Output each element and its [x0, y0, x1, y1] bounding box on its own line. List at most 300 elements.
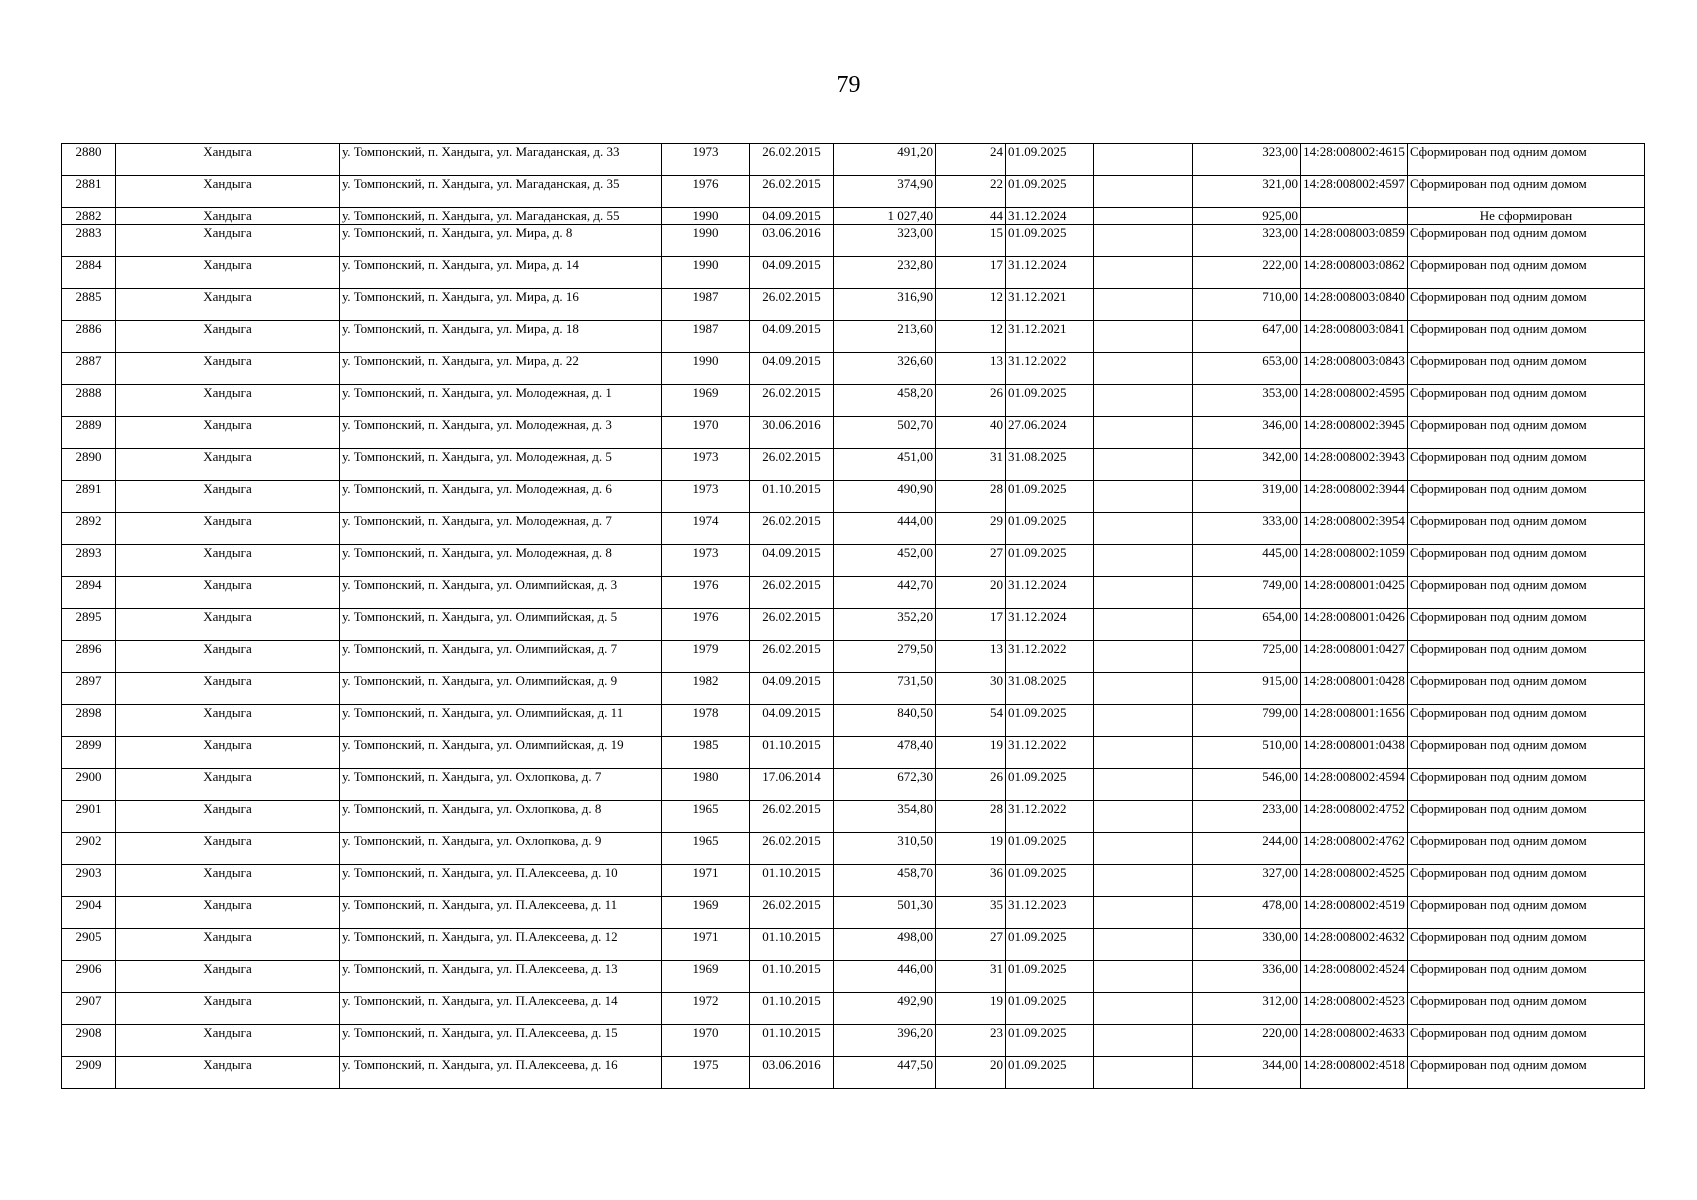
total-area-cell: 501,30 [834, 897, 936, 929]
address-cell: у. Томпонский, п. Хандыга, ул. Молодежная, д. 8 [340, 545, 662, 577]
table-row [62, 545, 1645, 577]
table-row [62, 897, 1645, 929]
inclusion-date-cell: 04.09.2015 [750, 705, 834, 737]
residents-count-cell: 13 [936, 353, 1006, 385]
residents-count-cell: 13 [936, 641, 1006, 673]
total-area-cell: 444,00 [834, 513, 936, 545]
residents-count-cell: 27 [936, 545, 1006, 577]
land-status-cell: Сформирован под одним домом [1408, 865, 1645, 897]
land-area-cell: 510,00 [1193, 737, 1301, 769]
cadastral-number-cell: 14:28:008002:4752 [1301, 801, 1408, 833]
row-number-cell: 2888 [62, 385, 116, 417]
row-number-cell: 2905 [62, 929, 116, 961]
land-area-cell: 323,00 [1193, 225, 1301, 257]
empty-cell-cell [1094, 961, 1193, 993]
row-number-cell: 2896 [62, 641, 116, 673]
locality-cell: Хандыга [116, 769, 340, 801]
cadastral-number-cell: 14:28:008002:4762 [1301, 833, 1408, 865]
empty-cell-cell [1094, 225, 1193, 257]
land-area-cell: 925,00 [1193, 208, 1301, 225]
inclusion-date-cell: 01.10.2015 [750, 865, 834, 897]
locality-cell: Хандыга [116, 1025, 340, 1057]
cadastral-number-cell: 14:28:008002:4524 [1301, 961, 1408, 993]
residents-count-cell: 19 [936, 737, 1006, 769]
empty-cell-cell [1094, 769, 1193, 801]
address-cell: у. Томпонский, п. Хандыга, ул. Магаданская, д. 55 [340, 208, 662, 225]
build-year-cell: 1969 [662, 385, 750, 417]
residents-count-cell: 40 [936, 417, 1006, 449]
table-row [62, 769, 1645, 801]
inclusion-date-cell: 01.10.2015 [750, 1025, 834, 1057]
residents-count-cell: 19 [936, 833, 1006, 865]
total-area-cell: 490,90 [834, 481, 936, 513]
empty-cell-cell [1094, 417, 1193, 449]
build-year-cell: 1976 [662, 609, 750, 641]
total-area-cell: 354,80 [834, 801, 936, 833]
residents-count-cell: 23 [936, 1025, 1006, 1057]
row-number-cell: 2886 [62, 321, 116, 353]
locality-cell: Хандыга [116, 641, 340, 673]
table-row [62, 1025, 1645, 1057]
land-status-cell: Сформирован под одним домом [1408, 321, 1645, 353]
build-year-cell: 1974 [662, 513, 750, 545]
deadline-date-cell: 31.12.2024 [1006, 577, 1094, 609]
inclusion-date-cell: 17.06.2014 [750, 769, 834, 801]
locality-cell: Хандыга [116, 545, 340, 577]
residents-count-cell: 44 [936, 208, 1006, 225]
build-year-cell: 1979 [662, 641, 750, 673]
locality-cell: Хандыга [116, 577, 340, 609]
inclusion-date-cell: 04.09.2015 [750, 673, 834, 705]
land-area-cell: 353,00 [1193, 385, 1301, 417]
deadline-date-cell: 01.09.2025 [1006, 481, 1094, 513]
residents-count-cell: 20 [936, 577, 1006, 609]
residents-count-cell: 31 [936, 961, 1006, 993]
inclusion-date-cell: 04.09.2015 [750, 353, 834, 385]
land-status-cell: Сформирован под одним домом [1408, 641, 1645, 673]
row-number-cell: 2899 [62, 737, 116, 769]
table-row [62, 641, 1645, 673]
land-area-cell: 478,00 [1193, 897, 1301, 929]
deadline-date-cell: 31.12.2024 [1006, 609, 1094, 641]
table-row [62, 609, 1645, 641]
locality-cell: Хандыга [116, 257, 340, 289]
total-area-cell: 446,00 [834, 961, 936, 993]
build-year-cell: 1965 [662, 833, 750, 865]
cadastral-number-cell: 14:28:008003:0859 [1301, 225, 1408, 257]
deadline-date-cell: 01.09.2025 [1006, 225, 1094, 257]
row-number-cell: 2881 [62, 176, 116, 208]
table-row [62, 961, 1645, 993]
housing-registry-table [61, 143, 1645, 1089]
table-row [62, 353, 1645, 385]
address-cell: у. Томпонский, п. Хандыга, ул. П.Алексеева, д. 12 [340, 929, 662, 961]
deadline-date-cell: 01.09.2025 [1006, 961, 1094, 993]
empty-cell-cell [1094, 1057, 1193, 1089]
inclusion-date-cell: 04.09.2015 [750, 321, 834, 353]
land-status-cell: Сформирован под одним домом [1408, 609, 1645, 641]
inclusion-date-cell: 04.09.2015 [750, 208, 834, 225]
row-number-cell: 2902 [62, 833, 116, 865]
cadastral-number-cell: 14:28:008002:4519 [1301, 897, 1408, 929]
land-area-cell: 799,00 [1193, 705, 1301, 737]
total-area-cell: 374,90 [834, 176, 936, 208]
table-row [62, 449, 1645, 481]
deadline-date-cell: 01.09.2025 [1006, 545, 1094, 577]
address-cell: у. Томпонский, п. Хандыга, ул. Молодежная, д. 6 [340, 481, 662, 513]
row-number-cell: 2897 [62, 673, 116, 705]
land-area-cell: 710,00 [1193, 289, 1301, 321]
residents-count-cell: 20 [936, 1057, 1006, 1089]
inclusion-date-cell: 26.02.2015 [750, 801, 834, 833]
cadastral-number-cell: 14:28:008002:4632 [1301, 929, 1408, 961]
total-area-cell: 232,80 [834, 257, 936, 289]
land-status-cell: Сформирован под одним домом [1408, 225, 1645, 257]
land-status-cell: Сформирован под одним домом [1408, 417, 1645, 449]
empty-cell-cell [1094, 144, 1193, 176]
address-cell: у. Томпонский, п. Хандыга, ул. П.Алексеева, д. 11 [340, 897, 662, 929]
inclusion-date-cell: 04.09.2015 [750, 257, 834, 289]
locality-cell: Хандыга [116, 417, 340, 449]
address-cell: у. Томпонский, п. Хандыга, ул. Молодежная, д. 3 [340, 417, 662, 449]
deadline-date-cell: 01.09.2025 [1006, 385, 1094, 417]
land-status-cell: Сформирован под одним домом [1408, 897, 1645, 929]
inclusion-date-cell: 26.02.2015 [750, 609, 834, 641]
address-cell: у. Томпонский, п. Хандыга, ул. П.Алексеева, д. 10 [340, 865, 662, 897]
table-row [62, 481, 1645, 513]
deadline-date-cell: 01.09.2025 [1006, 1057, 1094, 1089]
inclusion-date-cell: 26.02.2015 [750, 833, 834, 865]
address-cell: у. Томпонский, п. Хандыга, ул. П.Алексеева, д. 14 [340, 993, 662, 1025]
land-area-cell: 222,00 [1193, 257, 1301, 289]
build-year-cell: 1973 [662, 449, 750, 481]
cadastral-number-cell: 14:28:008002:3945 [1301, 417, 1408, 449]
table-row [62, 929, 1645, 961]
cadastral-number-cell: 14:28:008001:1656 [1301, 705, 1408, 737]
table-row [62, 321, 1645, 353]
locality-cell: Хандыга [116, 929, 340, 961]
empty-cell-cell [1094, 993, 1193, 1025]
inclusion-date-cell: 26.02.2015 [750, 513, 834, 545]
land-area-cell: 647,00 [1193, 321, 1301, 353]
address-cell: у. Томпонский, п. Хандыга, ул. Олимпийская, д. 7 [340, 641, 662, 673]
empty-cell-cell [1094, 929, 1193, 961]
residents-count-cell: 30 [936, 673, 1006, 705]
build-year-cell: 1973 [662, 545, 750, 577]
row-number-cell: 2887 [62, 353, 116, 385]
table-row [62, 144, 1645, 176]
inclusion-date-cell: 26.02.2015 [750, 449, 834, 481]
row-number-cell: 2895 [62, 609, 116, 641]
address-cell: у. Томпонский, п. Хандыга, ул. Молодежная, д. 7 [340, 513, 662, 545]
address-cell: у. Томпонский, п. Хандыга, ул. Олимпийская, д. 11 [340, 705, 662, 737]
total-area-cell: 451,00 [834, 449, 936, 481]
build-year-cell: 1972 [662, 993, 750, 1025]
empty-cell-cell [1094, 353, 1193, 385]
residents-count-cell: 19 [936, 993, 1006, 1025]
inclusion-date-cell: 26.02.2015 [750, 577, 834, 609]
residents-count-cell: 29 [936, 513, 1006, 545]
table-row [62, 513, 1645, 545]
deadline-date-cell: 31.12.2022 [1006, 801, 1094, 833]
empty-cell-cell [1094, 513, 1193, 545]
address-cell: у. Томпонский, п. Хандыга, ул. Олимпийская, д. 5 [340, 609, 662, 641]
land-area-cell: 233,00 [1193, 801, 1301, 833]
table-row [62, 801, 1645, 833]
build-year-cell: 1971 [662, 865, 750, 897]
locality-cell: Хандыга [116, 321, 340, 353]
total-area-cell: 498,00 [834, 929, 936, 961]
land-area-cell: 333,00 [1193, 513, 1301, 545]
land-status-cell: Сформирован под одним домом [1408, 1025, 1645, 1057]
empty-cell-cell [1094, 257, 1193, 289]
deadline-date-cell: 01.09.2025 [1006, 1025, 1094, 1057]
total-area-cell: 310,50 [834, 833, 936, 865]
total-area-cell: 279,50 [834, 641, 936, 673]
land-area-cell: 330,00 [1193, 929, 1301, 961]
deadline-date-cell: 31.12.2021 [1006, 289, 1094, 321]
total-area-cell: 840,50 [834, 705, 936, 737]
land-status-cell: Сформирован под одним домом [1408, 513, 1645, 545]
inclusion-date-cell: 04.09.2015 [750, 545, 834, 577]
total-area-cell: 442,70 [834, 577, 936, 609]
empty-cell-cell [1094, 449, 1193, 481]
address-cell: у. Томпонский, п. Хандыга, ул. Мира, д. 22 [340, 353, 662, 385]
total-area-cell: 452,00 [834, 545, 936, 577]
deadline-date-cell: 31.08.2025 [1006, 449, 1094, 481]
land-status-cell: Сформирован под одним домом [1408, 289, 1645, 321]
land-area-cell: 344,00 [1193, 1057, 1301, 1089]
land-area-cell: 312,00 [1193, 993, 1301, 1025]
residents-count-cell: 17 [936, 257, 1006, 289]
total-area-cell: 1 027,40 [834, 208, 936, 225]
deadline-date-cell: 31.12.2024 [1006, 257, 1094, 289]
row-number-cell: 2908 [62, 1025, 116, 1057]
total-area-cell: 458,70 [834, 865, 936, 897]
inclusion-date-cell: 01.10.2015 [750, 737, 834, 769]
row-number-cell: 2893 [62, 545, 116, 577]
cadastral-number-cell: 14:28:008002:4595 [1301, 385, 1408, 417]
row-number-cell: 2889 [62, 417, 116, 449]
address-cell: у. Томпонский, п. Хандыга, ул. Мира, д. 14 [340, 257, 662, 289]
table-row [62, 417, 1645, 449]
row-number-cell: 2894 [62, 577, 116, 609]
land-area-cell: 319,00 [1193, 481, 1301, 513]
empty-cell-cell [1094, 865, 1193, 897]
cadastral-number-cell: 14:28:008002:4523 [1301, 993, 1408, 1025]
land-area-cell: 244,00 [1193, 833, 1301, 865]
empty-cell-cell [1094, 897, 1193, 929]
deadline-date-cell: 01.09.2025 [1006, 929, 1094, 961]
address-cell: у. Томпонский, п. Хандыга, ул. Олимпийская, д. 19 [340, 737, 662, 769]
cadastral-number-cell: 14:28:008002:3943 [1301, 449, 1408, 481]
land-status-cell: Сформирован под одним домом [1408, 545, 1645, 577]
land-area-cell: 346,00 [1193, 417, 1301, 449]
land-area-cell: 336,00 [1193, 961, 1301, 993]
build-year-cell: 1990 [662, 225, 750, 257]
table-row [62, 1057, 1645, 1089]
total-area-cell: 731,50 [834, 673, 936, 705]
total-area-cell: 326,60 [834, 353, 936, 385]
address-cell: у. Томпонский, п. Хандыга, ул. Мира, д. 8 [340, 225, 662, 257]
inclusion-date-cell: 01.10.2015 [750, 961, 834, 993]
address-cell: у. Томпонский, п. Хандыга, ул. П.Алексеева, д. 15 [340, 1025, 662, 1057]
empty-cell-cell [1094, 545, 1193, 577]
deadline-date-cell: 01.09.2025 [1006, 865, 1094, 897]
row-number-cell: 2907 [62, 993, 116, 1025]
inclusion-date-cell: 01.10.2015 [750, 481, 834, 513]
build-year-cell: 1990 [662, 257, 750, 289]
cadastral-number-cell: 14:28:008002:4597 [1301, 176, 1408, 208]
build-year-cell: 1970 [662, 417, 750, 449]
inclusion-date-cell: 26.02.2015 [750, 897, 834, 929]
land-status-cell: Сформирован под одним домом [1408, 353, 1645, 385]
build-year-cell: 1987 [662, 321, 750, 353]
deadline-date-cell: 31.12.2023 [1006, 897, 1094, 929]
deadline-date-cell: 01.09.2025 [1006, 769, 1094, 801]
empty-cell-cell [1094, 289, 1193, 321]
build-year-cell: 1969 [662, 897, 750, 929]
build-year-cell: 1973 [662, 144, 750, 176]
land-status-cell: Сформирован под одним домом [1408, 833, 1645, 865]
inclusion-date-cell: 01.10.2015 [750, 993, 834, 1025]
address-cell: у. Томпонский, п. Хандыга, ул. Олимпийская, д. 3 [340, 577, 662, 609]
locality-cell: Хандыга [116, 705, 340, 737]
locality-cell: Хандыга [116, 673, 340, 705]
address-cell: у. Томпонский, п. Хандыга, ул. Молодежная, д. 1 [340, 385, 662, 417]
table-row [62, 737, 1645, 769]
build-year-cell: 1985 [662, 737, 750, 769]
land-area-cell: 546,00 [1193, 769, 1301, 801]
table-row [62, 833, 1645, 865]
table-row [62, 257, 1645, 289]
inclusion-date-cell: 03.06.2016 [750, 225, 834, 257]
row-number-cell: 2882 [62, 208, 116, 225]
land-status-cell: Сформирован под одним домом [1408, 385, 1645, 417]
row-number-cell: 2892 [62, 513, 116, 545]
land-status-cell: Сформирован под одним домом [1408, 705, 1645, 737]
build-year-cell: 1987 [662, 289, 750, 321]
total-area-cell: 491,20 [834, 144, 936, 176]
cadastral-number-cell: 14:28:008001:0425 [1301, 577, 1408, 609]
cadastral-number-cell: 14:28:008003:0840 [1301, 289, 1408, 321]
address-cell: у. Томпонский, п. Хандыга, ул. Охлопкова, д. 9 [340, 833, 662, 865]
empty-cell-cell [1094, 385, 1193, 417]
row-number-cell: 2884 [62, 257, 116, 289]
deadline-date-cell: 31.12.2021 [1006, 321, 1094, 353]
land-status-cell: Сформирован под одним домом [1408, 993, 1645, 1025]
land-status-cell: Сформирован под одним домом [1408, 929, 1645, 961]
row-number-cell: 2906 [62, 961, 116, 993]
inclusion-date-cell: 03.06.2016 [750, 1057, 834, 1089]
row-number-cell: 2904 [62, 897, 116, 929]
deadline-date-cell: 27.06.2024 [1006, 417, 1094, 449]
locality-cell: Хандыга [116, 208, 340, 225]
empty-cell-cell [1094, 481, 1193, 513]
deadline-date-cell: 31.12.2022 [1006, 737, 1094, 769]
residents-count-cell: 35 [936, 897, 1006, 929]
residents-count-cell: 28 [936, 801, 1006, 833]
locality-cell: Хандыга [116, 225, 340, 257]
deadline-date-cell: 31.12.2022 [1006, 641, 1094, 673]
empty-cell-cell [1094, 737, 1193, 769]
land-status-cell: Сформирован под одним домом [1408, 577, 1645, 609]
land-area-cell: 323,00 [1193, 144, 1301, 176]
deadline-date-cell: 01.09.2025 [1006, 833, 1094, 865]
deadline-date-cell: 01.09.2025 [1006, 176, 1094, 208]
locality-cell: Хандыга [116, 993, 340, 1025]
land-status-cell: Сформирован под одним домом [1408, 769, 1645, 801]
empty-cell-cell [1094, 673, 1193, 705]
table-row [62, 176, 1645, 208]
inclusion-date-cell: 01.10.2015 [750, 929, 834, 961]
locality-cell: Хандыга [116, 513, 340, 545]
deadline-date-cell: 31.12.2022 [1006, 353, 1094, 385]
residents-count-cell: 26 [936, 385, 1006, 417]
empty-cell-cell [1094, 801, 1193, 833]
address-cell: у. Томпонский, п. Хандыга, ул. Магаданская, д. 35 [340, 176, 662, 208]
land-area-cell: 321,00 [1193, 176, 1301, 208]
locality-cell: Хандыга [116, 176, 340, 208]
row-number-cell: 2883 [62, 225, 116, 257]
locality-cell: Хандыга [116, 801, 340, 833]
residents-count-cell: 17 [936, 609, 1006, 641]
cadastral-number-cell: 14:28:008002:1059 [1301, 545, 1408, 577]
locality-cell: Хандыга [116, 865, 340, 897]
row-number-cell: 2885 [62, 289, 116, 321]
total-area-cell: 478,40 [834, 737, 936, 769]
table-row [62, 225, 1645, 257]
residents-count-cell: 27 [936, 929, 1006, 961]
residents-count-cell: 36 [936, 865, 1006, 897]
land-area-cell: 445,00 [1193, 545, 1301, 577]
build-year-cell: 1980 [662, 769, 750, 801]
deadline-date-cell: 01.09.2025 [1006, 513, 1094, 545]
cadastral-number-cell: 14:28:008001:0438 [1301, 737, 1408, 769]
land-status-cell: Сформирован под одним домом [1408, 673, 1645, 705]
build-year-cell: 1990 [662, 208, 750, 225]
land-area-cell: 915,00 [1193, 673, 1301, 705]
build-year-cell: 1971 [662, 929, 750, 961]
residents-count-cell: 15 [936, 225, 1006, 257]
locality-cell: Хандыга [116, 897, 340, 929]
table-row [62, 577, 1645, 609]
locality-cell: Хандыга [116, 833, 340, 865]
empty-cell-cell [1094, 1025, 1193, 1057]
row-number-cell: 2880 [62, 144, 116, 176]
row-number-cell: 2909 [62, 1057, 116, 1089]
address-cell: у. Томпонский, п. Хандыга, ул. П.Алексеева, д. 13 [340, 961, 662, 993]
total-area-cell: 316,90 [834, 289, 936, 321]
cadastral-number-cell: 14:28:008003:0841 [1301, 321, 1408, 353]
land-area-cell: 327,00 [1193, 865, 1301, 897]
locality-cell: Хандыга [116, 609, 340, 641]
row-number-cell: 2898 [62, 705, 116, 737]
address-cell: у. Томпонский, п. Хандыга, ул. Молодежная, д. 5 [340, 449, 662, 481]
inclusion-date-cell: 26.02.2015 [750, 289, 834, 321]
total-area-cell: 447,50 [834, 1057, 936, 1089]
locality-cell: Хандыга [116, 1057, 340, 1089]
residents-count-cell: 12 [936, 289, 1006, 321]
inclusion-date-cell: 26.02.2015 [750, 385, 834, 417]
table-row [62, 385, 1645, 417]
total-area-cell: 323,00 [834, 225, 936, 257]
empty-cell-cell [1094, 208, 1193, 225]
cadastral-number-cell: 14:28:008002:4518 [1301, 1057, 1408, 1089]
row-number-cell: 2890 [62, 449, 116, 481]
land-area-cell: 653,00 [1193, 353, 1301, 385]
locality-cell: Хандыга [116, 289, 340, 321]
